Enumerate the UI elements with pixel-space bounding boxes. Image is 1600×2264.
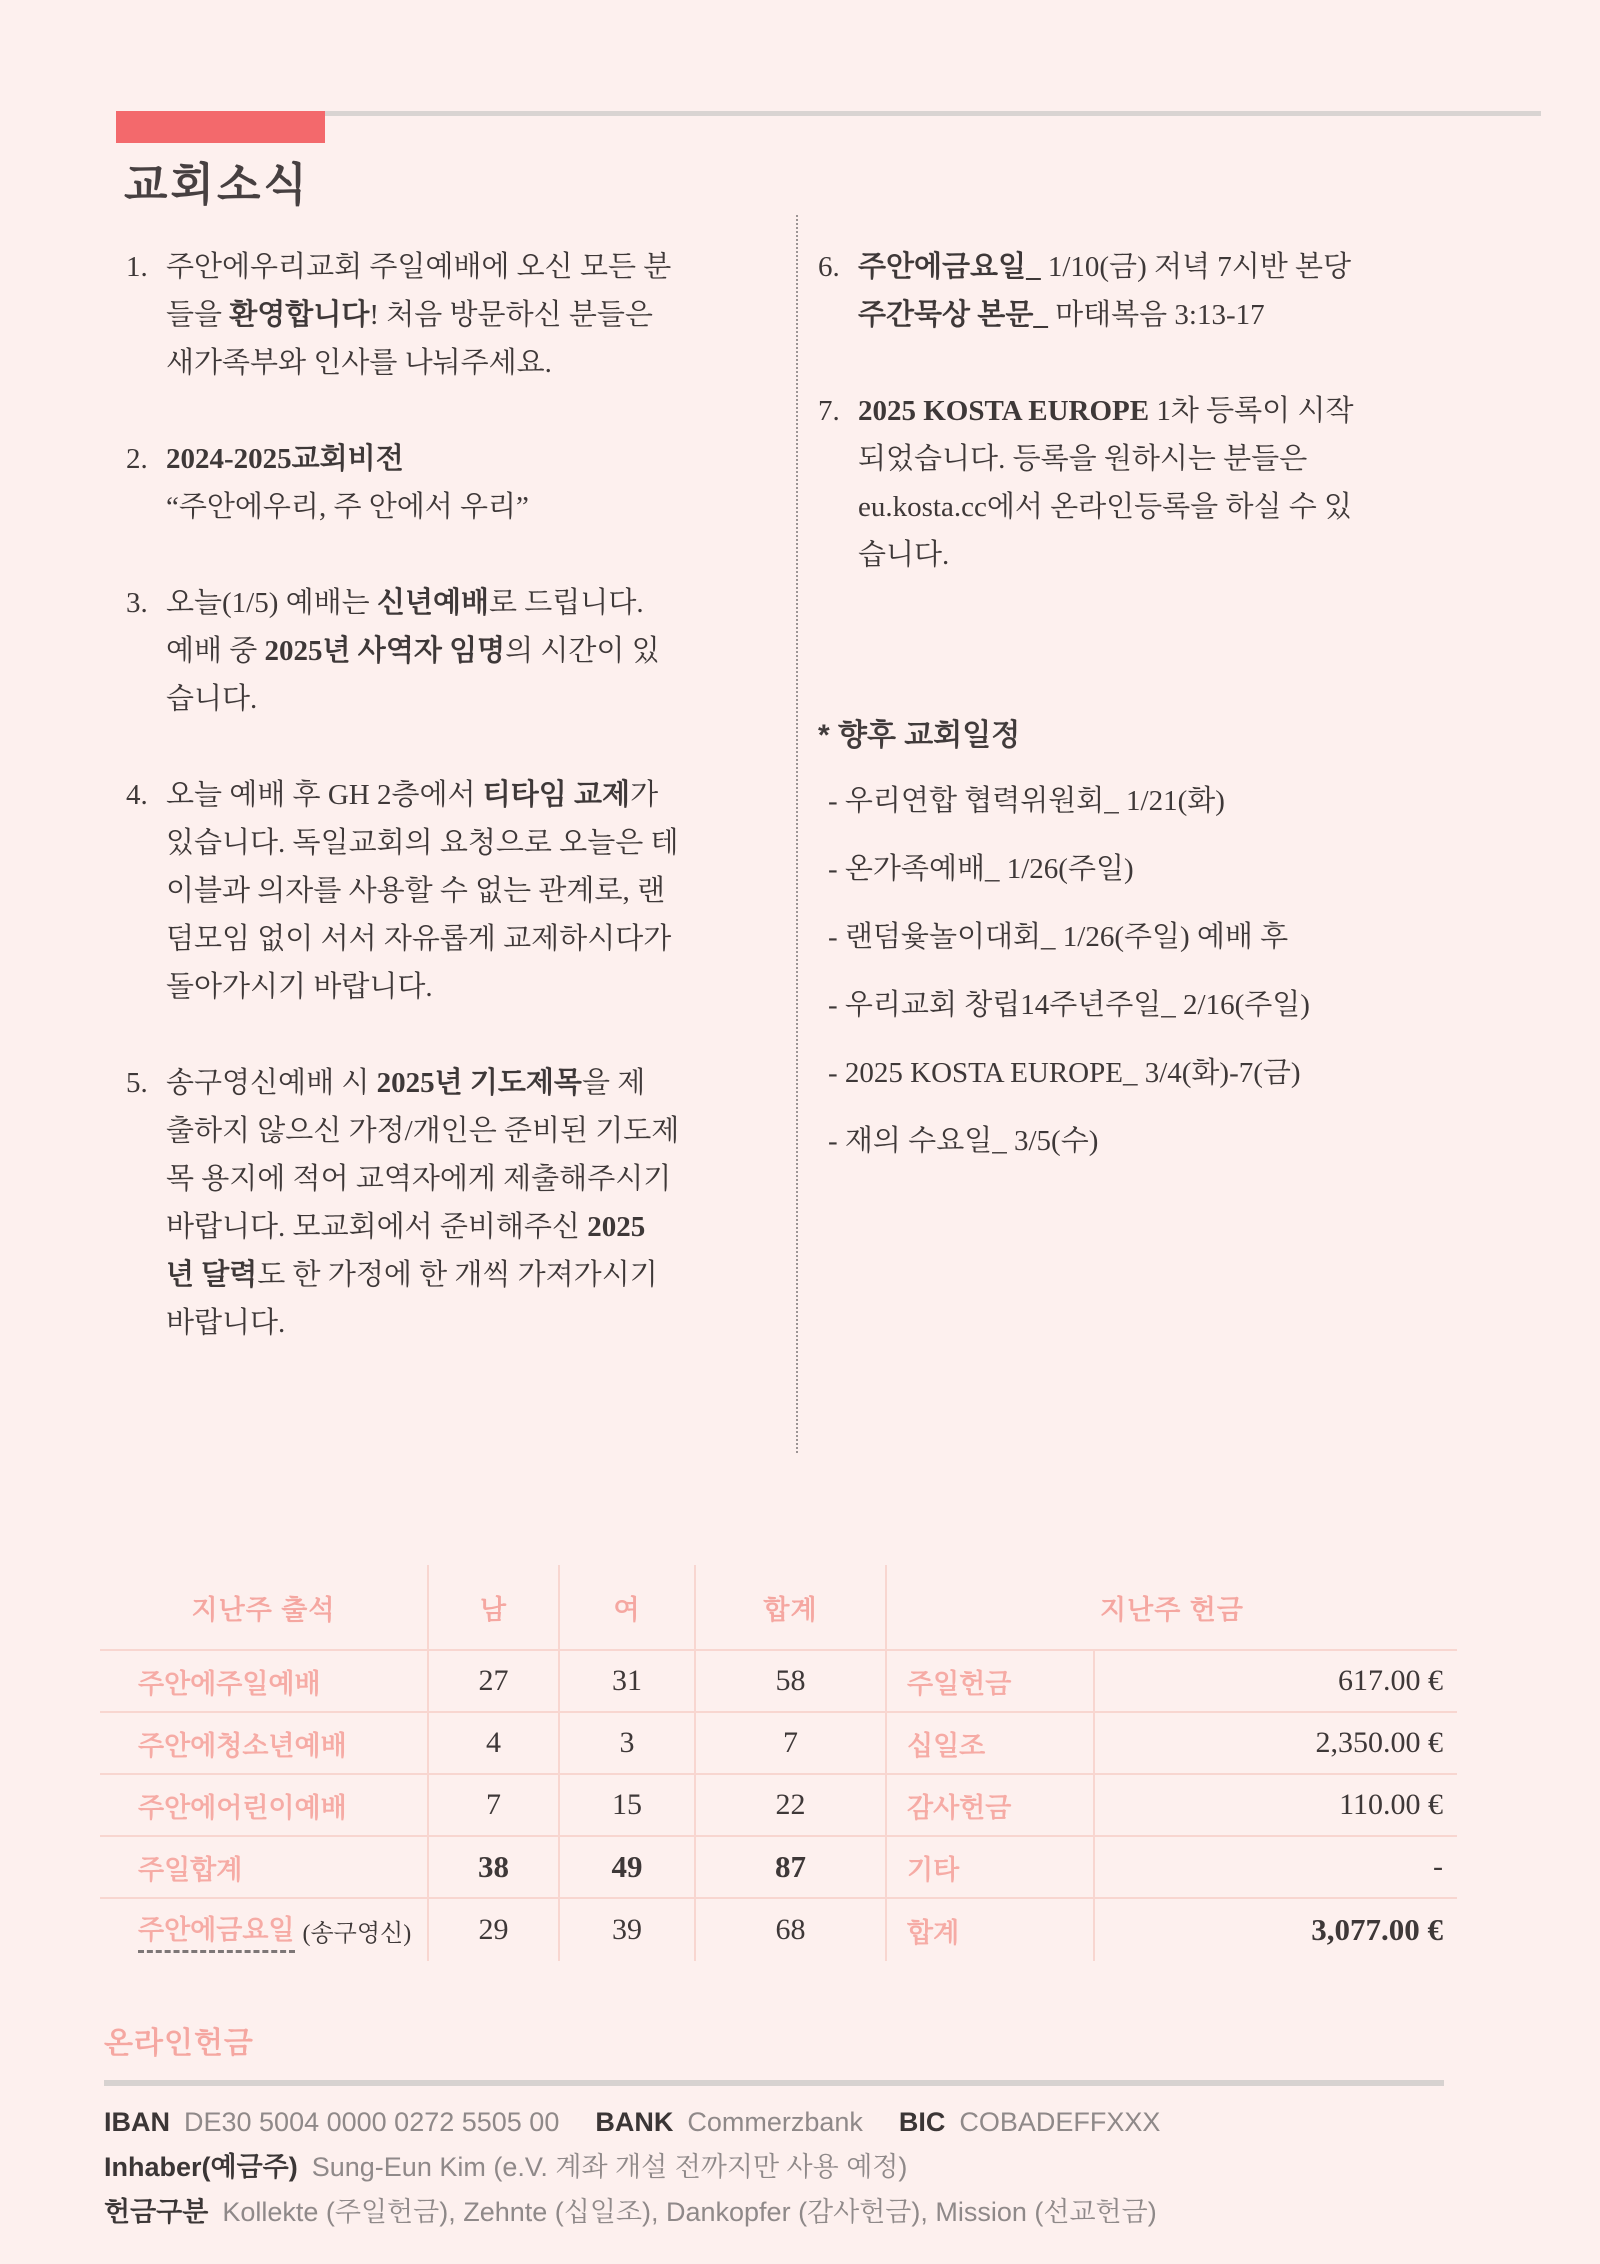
text-segment: 환영합니다 [229,299,370,331]
bank-info-label: BIC [898,2107,946,2137]
offering-amount: 617.00 € [1093,1651,1457,1713]
text-segment: 신년예배 [376,587,490,619]
announcement-item [818,387,1534,579]
bank-info-group [104,2107,559,2137]
announcement-text [166,435,776,531]
announcement-line [858,387,1534,435]
column-divider [796,215,798,1453]
announcement-line [166,867,776,915]
text-segment: 마태복음 3:13-17 [1047,299,1265,331]
offering-amount: - [1093,1837,1457,1899]
announcement-line [166,1059,776,1107]
bank-info-value: COBADEFFXXX [959,2107,1161,2137]
offering-row-label: 십일조 [885,1713,1093,1775]
announcement-line [166,627,776,675]
text-segment: 덤모임 없이 서서 자유롭게 교제하시다가 [166,923,672,955]
text-segment: 새가족부와 인사를 나눠주세요. [166,347,552,379]
header-rule [325,111,1541,116]
attendance-row-label [100,1651,427,1713]
bank-info-label: Inhaber(예금주) [104,2152,298,2182]
attendance-label-text: 주안에어린이예배 [138,1792,347,1823]
text-segment: 1/10(금) 저녁 7시반 본당 [1040,251,1352,283]
offering-amount: 110.00 € [1093,1775,1457,1837]
announcement-text [858,243,1534,339]
table-header-total: 합계 [694,1565,885,1651]
announcement-line [166,1299,776,1347]
schedule-item: - 랜덤윷놀이대회_ 1/26(주일) 예배 후 [828,921,1289,953]
offering-amount: 2,350.00 € [1093,1713,1457,1775]
attendance-male-value: 4 [427,1713,558,1775]
announcement-item [126,771,776,1011]
text-segment: 돌아가시기 바랍니다. [166,971,433,1003]
table-header-female: 여 [558,1565,694,1651]
bank-info-line-iban [104,2100,1544,2145]
announcement-item [126,243,776,387]
attendance-total-value: 58 [694,1651,885,1713]
bank-info-label: 헌금구분 [104,2197,209,2227]
attendance-label-text: 주일합계 [138,1854,243,1885]
attendance-label-note: (송구영신) [302,1920,412,1947]
text-segment: 목 용지에 적어 교역자에게 제출해주시기 [166,1163,672,1195]
schedule-item: - 2025 KOSTA EUROPE_ 3/4(화)-7(금) [828,1057,1301,1089]
bank-info-value: Kollekte (주일헌금), Zehnte (십일조), Dankopfer (감사헌금), Mission (선교헌금) [222,2197,1157,2227]
attendance-male-value: 27 [427,1651,558,1713]
text-segment: 송구영신예배 시 [166,1067,377,1099]
announcement-line [166,483,776,531]
attendance-total-value: 68 [694,1899,885,1961]
offering-amount: 3,077.00 € [1093,1899,1457,1961]
bank-info-value: Commerzbank [687,2107,863,2137]
attendance-total-value: 7 [694,1713,885,1775]
schedule-item: - 우리연합 협력위원회_ 1/21(화) [828,785,1225,817]
bank-info-group [899,2107,1161,2137]
attendance-label-text: 주안에금요일 [138,1908,295,1953]
table-header-attendance: 지난주 출석 [100,1565,427,1651]
text-segment: 2025년 사역자 임명 [264,635,506,667]
text-segment: 가 [630,779,659,811]
announcements-right-list [818,243,1534,579]
text-segment: 출하지 않으신 가정/개인은 준비된 기도제 [166,1115,680,1147]
text-segment: 되었습니다. 등록을 원하시는 분들은 [858,443,1308,475]
text-segment: 오늘 예배 후 GH 2층에서 [166,779,483,811]
text-segment: 예배 중 [166,635,265,667]
attendance-male-value: 29 [427,1899,558,1961]
bank-info-group [595,2107,863,2137]
text-segment: 년 달력 [166,1259,258,1291]
bank-info-value: DE30 5004 0000 0272 5505 00 [184,2107,560,2137]
text-segment: 바랍니다. 모교회에서 준비해주신 [166,1211,588,1243]
announcement-number: 2. [126,443,148,475]
announcement-line [858,291,1534,339]
text-segment: 도 한 가정에 한 개씩 가져가시기 [257,1259,658,1291]
attendance-female-value: 39 [558,1899,694,1961]
attendance-total-value: 22 [694,1775,885,1837]
bank-info-line-inhaber [104,2145,1544,2190]
announcement-number: 6. [818,251,840,283]
attendance-total-value: 87 [694,1837,885,1899]
announcement-line [166,1155,776,1203]
announcement-line [166,1251,776,1299]
offering-row-label: 기타 [885,1837,1093,1899]
table-header-male: 남 [427,1565,558,1651]
text-segment: 티타임 교제 [482,779,631,811]
text-segment: 오늘(1/5) 예배는 [166,587,377,619]
announcement-line [166,819,776,867]
announcement-line [166,579,776,627]
schedule-list [818,767,1534,1175]
announcement-item [126,579,776,723]
text-segment: 주안에우리교회 주일예배에 오신 모든 분 [166,251,672,283]
announcement-line [166,915,776,963]
table-header-offering: 지난주 헌금 [885,1565,1457,1651]
text-segment: ! 처음 방문하신 분들은 [369,299,653,331]
attendance-male-value: 38 [427,1837,558,1899]
text-segment: 있습니다. 독일교회의 요청으로 오늘은 테 [166,827,679,859]
attendance-male-value: 7 [427,1775,558,1837]
text-segment: 바랍니다. [166,1307,286,1339]
attendance-female-value: 15 [558,1775,694,1837]
text-segment: 1차 등록이 시작 [1149,395,1354,427]
attendance-label-text: 주안에청소년예배 [138,1730,347,1761]
online-giving-rule [104,2080,1444,2086]
schedule-item: - 재의 수요일_ 3/5(수) [828,1125,1099,1157]
text-segment: 2025년 기도제목 [376,1067,582,1099]
accent-bar [116,111,325,143]
attendance-label-text: 주안에주일예배 [138,1668,321,1699]
announcement-number: 7. [818,395,840,427]
bank-info-value: Sung-Eun Kim (e.V. 계좌 개설 전까지만 사용 예정) [311,2152,908,2182]
bank-info [104,2100,1544,2235]
announcement-text [166,243,776,387]
announcement-item [126,1059,776,1347]
announcement-line [166,771,776,819]
bank-info-label: BANK [595,2107,674,2137]
offering-row-label: 합계 [885,1899,1093,1961]
announcements-right-column [818,243,1534,1175]
online-giving-heading: 온라인헌금 [104,2027,254,2060]
announcement-line [166,243,776,291]
announcement-number: 4. [126,779,148,811]
text-segment: “주안에우리, 주 안에서 우리” [166,491,529,523]
announcement-number: 1. [126,251,148,283]
schedule-heading: * 향후 교회일정 [818,719,1021,752]
bank-info-line-categories [104,2190,1544,2235]
announcement-line [858,243,1534,291]
bank-info-label: IBAN [104,2107,170,2137]
announcement-item [126,435,776,531]
attendance-row-label [100,1775,427,1837]
schedule-item: - 온가족예배_ 1/26(주일) [828,853,1134,885]
text-segment: 2025 KOSTA EUROPE [858,395,1150,427]
text-segment: 습니다. [166,683,258,715]
offering-row-label: 주일헌금 [885,1651,1093,1713]
announcement-line [858,483,1534,531]
text-segment: 을 제 [581,1067,646,1099]
text-segment: 주간묵상 본문_ [858,299,1048,331]
announcement-number: 5. [126,1067,148,1099]
schedule-item: - 우리교회 창립14주년주일_ 2/16(주일) [828,989,1310,1021]
text-segment: 습니다. [858,539,950,571]
announcement-text [166,771,776,1011]
offering-row-label: 감사헌금 [885,1775,1093,1837]
attendance-female-value: 49 [558,1837,694,1899]
text-segment: eu.kosta.cc에서 온라인등록을 하실 수 있 [858,491,1352,523]
text-segment: 이블과 의자를 사용할 수 없는 관계로, 랜 [166,875,665,907]
attendance-row-label [100,1713,427,1775]
announcement-text [858,387,1534,579]
attendance-female-value: 3 [558,1713,694,1775]
announcement-item [818,243,1534,339]
text-segment: 로 드립니다. [489,587,644,619]
announcement-number: 3. [126,587,148,619]
announcement-line [166,963,776,1011]
text-segment: 의 시간이 있 [505,635,660,667]
page-title: 교회소식 [124,159,310,210]
text-segment: 2024-2025교회비전 [166,443,404,475]
text-segment: 주안에금요일_ [858,251,1041,283]
schedule-section [818,711,1534,1175]
text-segment: 2025 [587,1211,646,1243]
attendance-row-label [100,1899,427,1961]
announcement-line [166,1203,776,1251]
announcement-line [166,339,776,387]
announcement-text [166,579,776,723]
attendance-row-label [100,1837,427,1899]
announcement-line [166,291,776,339]
text-segment: 들을 [166,299,230,331]
weekly-stats-table [100,1565,1457,1961]
announcement-line [166,675,776,723]
announcements-left-column [126,243,776,1347]
announcement-line [858,531,1534,579]
announcement-line [166,1107,776,1155]
announcement-line [858,435,1534,483]
announcement-text [166,1059,776,1347]
announcement-line [166,435,776,483]
attendance-female-value: 31 [558,1651,694,1713]
